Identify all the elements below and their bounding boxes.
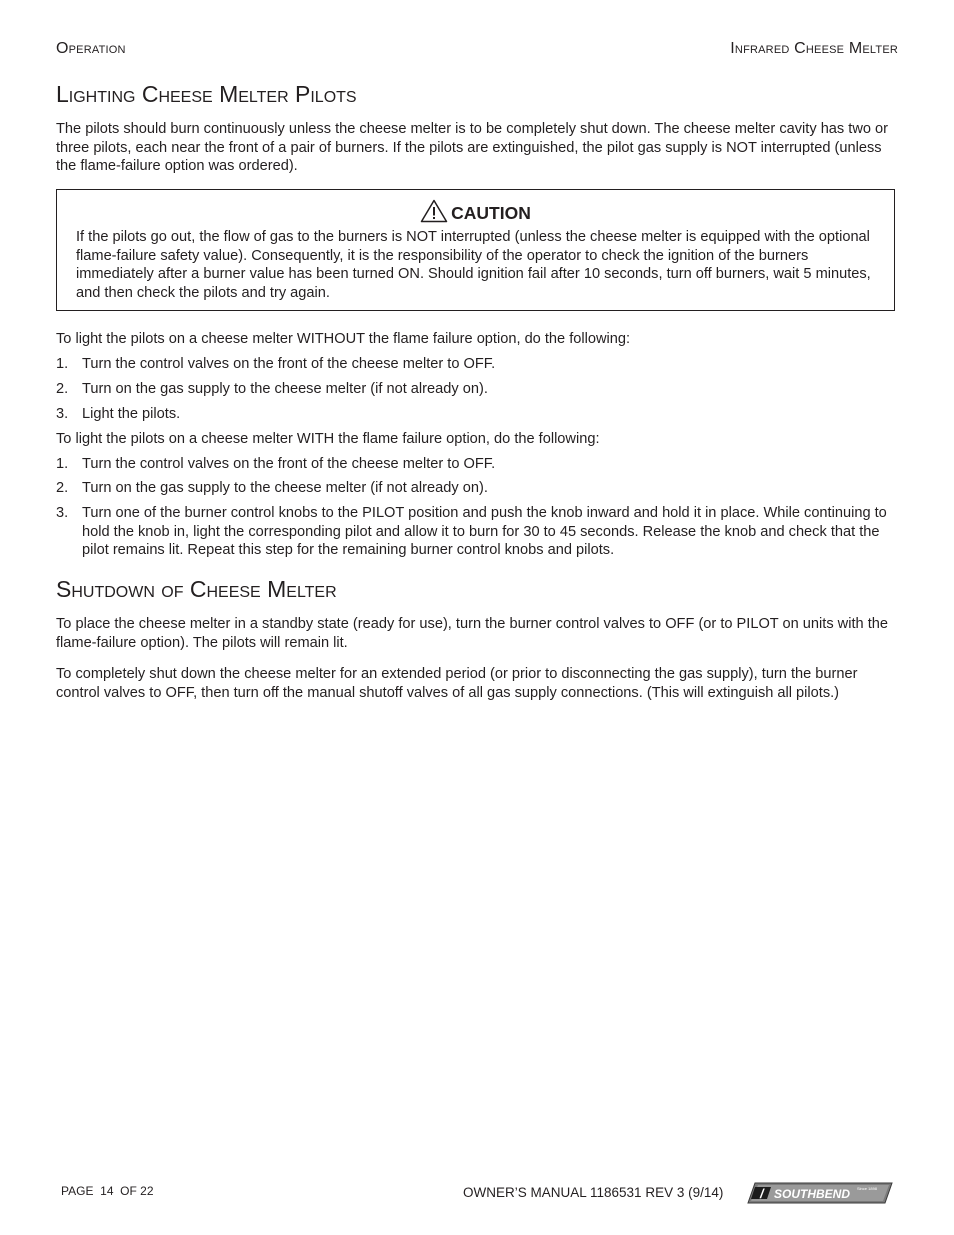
step-number: 2. — [56, 381, 69, 397]
footer-page-number — [61, 1184, 154, 1198]
step-text: Turn one of the burner control knobs to the PILOT position and push the knob inward and hold it in place. While continuing to hold the knob in, light the corresponding pilot and allow it to burn for 30 to 45 seconds. Release the knob and check that the pilot remains lit. Repeat this step for the remaining burner control knobs and pilots. — [82, 505, 887, 559]
list-item — [56, 355, 898, 374]
footer-manual-id: OWNER’S MANUAL 1186531 REV 3 (9/14) — [463, 1185, 724, 1200]
header-product-name: Infrared Cheese Melter — [730, 40, 898, 57]
svg-text:/: / — [760, 1186, 764, 1201]
list-item — [56, 380, 898, 399]
lighting-section-title: Lighting Cheese Melter Pilots — [56, 81, 357, 107]
step-number: 3. — [56, 505, 69, 521]
caution-box — [56, 189, 895, 311]
step-text: Turn the control valves on the front of the cheese melter to OFF. — [82, 356, 496, 372]
step-number: 3. — [56, 406, 69, 422]
with-option-intro: To light the pilots on a cheese melter WITH the flame failure option, do the following: — [56, 431, 600, 447]
caution-text: If the pilots go out, the flow of gas to the burners is NOT interrupted (unless the cheese melter is equipped with the optional flame-failure safety value). Consequently, it is the responsibility of the operator to check the ignition of the burners immediately after a burner value has been turned ON. Should ignition fail after 10 seconds, turn off burners, wait 5 minutes, and then check the pilots and try again. — [76, 229, 871, 301]
header-section-name: Operation — [56, 40, 126, 57]
logo-wordmark: SOUTHBEND — [774, 1187, 851, 1201]
without-option-intro: To light the pilots on a cheese melter WITHOUT the flame failure option, do the following: — [56, 331, 631, 347]
step-number: 1. — [56, 356, 69, 372]
warning-triangle-icon — [420, 199, 448, 223]
shutdown-paragraph-complete: To completely shut down the cheese melter for an extended period (or prior to disconnecting the gas supply), turn the burner control valves to OFF, then turn off the manual shutoff valves of all gas supply connections. (This will extinguish all pilots.) — [56, 666, 858, 701]
step-text: Light the pilots. — [82, 406, 181, 422]
shutdown-paragraph-standby: To place the cheese melter in a standby state (ready for use), turn the burner control valves to OFF (or to PILOT on units with the flame-failure option). The pilots will remain lit. — [56, 616, 888, 651]
list-item — [56, 504, 898, 560]
caution-heading — [57, 199, 894, 224]
page-label: PAGE — [61, 1184, 94, 1198]
step-number: 2. — [56, 480, 69, 496]
step-text: Turn the control valves on the front of the cheese melter to OFF. — [82, 456, 496, 472]
list-item — [56, 405, 898, 424]
list-item — [56, 455, 898, 474]
page-number: 14 — [100, 1184, 114, 1198]
lighting-intro: The pilots should burn continuously unless the cheese melter is to be completely shut down. The cheese melter cavity has two or three pilots, each near the front of a pair of burners. If the pilots are extinguished, the pilot gas supply is NOT interrupted (unless the flame-failure option was ordered). — [56, 121, 889, 175]
page-total: OF 22 — [120, 1184, 154, 1198]
step-text: Turn on the gas supply to the cheese melter (if not already on). — [82, 381, 488, 397]
southbend-logo — [747, 1182, 893, 1204]
caution-label: CAUTION — [451, 203, 531, 223]
shutdown-section-title: Shutdown of Cheese Melter — [56, 576, 337, 602]
step-number: 1. — [56, 456, 69, 472]
logo-tagline: Since 1898 — [857, 1186, 878, 1191]
step-text: Turn on the gas supply to the cheese melter (if not already on). — [82, 480, 488, 496]
list-item — [56, 479, 898, 498]
